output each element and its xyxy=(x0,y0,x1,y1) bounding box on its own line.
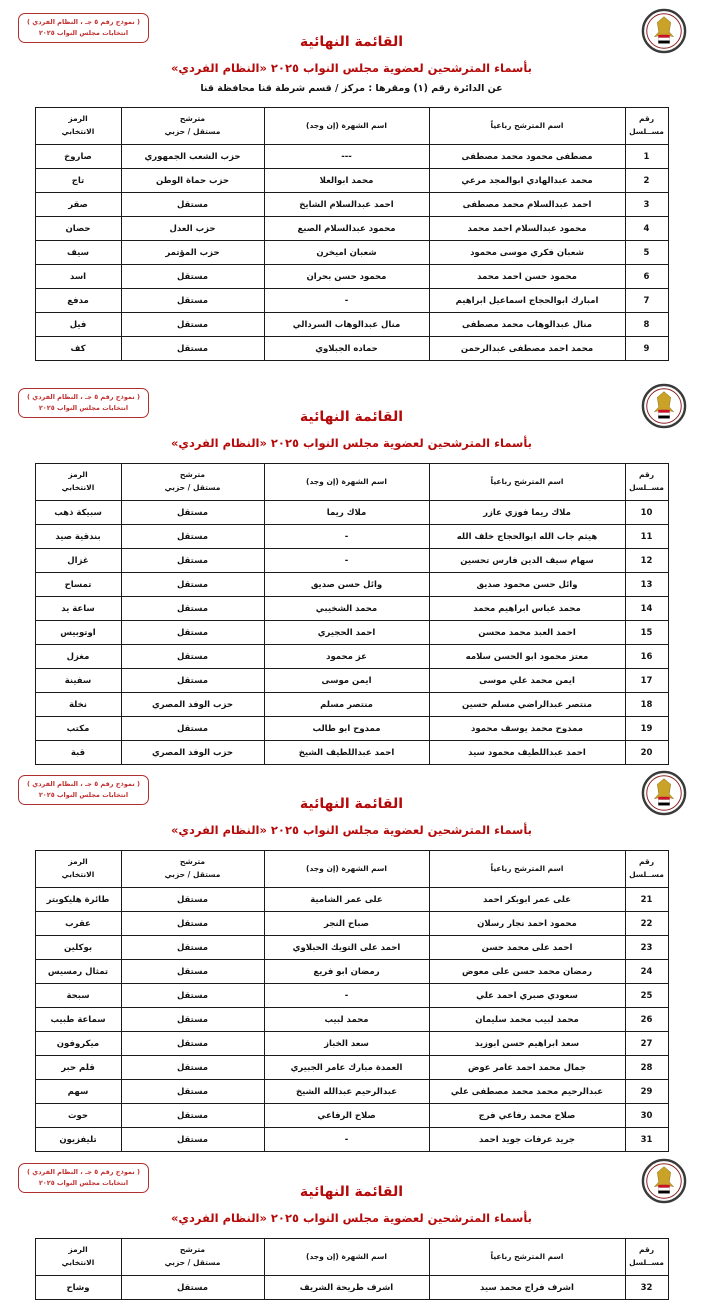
candidate-name-cell: عبدالرحيم محمد محمد مصطفى علي xyxy=(429,1080,625,1104)
column-header-alias: اسم الشهرة (إن وجد) xyxy=(264,1239,429,1276)
form-number-stamp xyxy=(18,13,149,43)
candidates-table-3 xyxy=(35,850,669,1152)
symbol-cell: طائرة هليكوبتر xyxy=(35,888,121,912)
form-number-stamp xyxy=(18,1163,149,1193)
candidate-row xyxy=(35,597,668,621)
party-cell: حزب الوفد المصري xyxy=(121,693,264,717)
document-page-1 xyxy=(0,0,703,375)
final-list-title: القائمة النهائية xyxy=(299,796,404,812)
party-cell: مستقل xyxy=(121,1276,264,1300)
party-cell: مستقل xyxy=(121,888,264,912)
symbol-cell: ساعة يد xyxy=(35,597,121,621)
stamp-line-1: ( نموذج رقم ٥ جـ ، النظام الفردي ) xyxy=(27,1168,140,1176)
candidate-row xyxy=(35,193,668,217)
alias-cell: العمدة مبارك عامر الجبيري xyxy=(264,1056,429,1080)
serial-cell: 31 xyxy=(625,1128,668,1152)
candidate-name-cell: محمد عباس ابراهيم محمد xyxy=(429,597,625,621)
serial-cell: 19 xyxy=(625,717,668,741)
candidate-name-cell: منال عبدالوهاب محمد مصطفى xyxy=(429,313,625,337)
serial-cell: 26 xyxy=(625,1008,668,1032)
candidate-name-cell: اشرف فراج محمد سيد xyxy=(429,1276,625,1300)
column-header-alias: اسم الشهرة (إن وجد) xyxy=(264,464,429,501)
serial-cell: 32 xyxy=(625,1276,668,1300)
stamp-line-1: ( نموذج رقم ٥ جـ ، النظام الفردي ) xyxy=(27,393,140,401)
candidate-name-cell: ايمن محمد علي موسى xyxy=(429,669,625,693)
form-number-stamp xyxy=(18,388,149,418)
stamp-line-1: ( نموذج رقم ٥ جـ ، النظام الفردي ) xyxy=(27,18,140,26)
candidate-name-cell: جمال محمد احمد عامر عوض xyxy=(429,1056,625,1080)
candidate-row xyxy=(35,549,668,573)
candidate-name-cell: جريد عرفات جويد احمد xyxy=(429,1128,625,1152)
symbol-cell: عقرب xyxy=(35,912,121,936)
serial-cell: 8 xyxy=(625,313,668,337)
party-cell: مستقل xyxy=(121,289,264,313)
serial-cell: 10 xyxy=(625,501,668,525)
candidate-name-cell: سعودي صبري احمد علي xyxy=(429,984,625,1008)
alias-cell: صلاح الرفاعي xyxy=(264,1104,429,1128)
alias-cell: اشرف طريحة الشريف xyxy=(264,1276,429,1300)
candidate-name-cell: معتز محمود ابو الحسن سلامه xyxy=(429,645,625,669)
table-header-row xyxy=(35,851,668,888)
candidate-name-cell: سعد ابراهيم حسن ابوزيد xyxy=(429,1032,625,1056)
symbol-cell: وشاح xyxy=(35,1276,121,1300)
candidate-name-cell: احمد على محمد حسن xyxy=(429,936,625,960)
candidate-name-cell: سهام سيف الدين فارس تحسين xyxy=(429,549,625,573)
state-eagle-emblem-icon xyxy=(641,1158,687,1204)
alias-cell: عز محمود xyxy=(264,645,429,669)
serial-cell: 4 xyxy=(625,217,668,241)
alias-cell: - xyxy=(264,549,429,573)
alias-cell: محمد لبيب xyxy=(264,1008,429,1032)
column-header-alias: اسم الشهرة (إن وجد) xyxy=(264,851,429,888)
serial-cell: 18 xyxy=(625,693,668,717)
party-cell: مستقل xyxy=(121,717,264,741)
candidates-subtitle: بأسماء المترشحين لعضوية مجلس النواب ٢٠٢٥ «النظام الفردي» xyxy=(171,823,532,837)
alias-cell: ممدوح ابو طالب xyxy=(264,717,429,741)
candidate-name-cell: امبارك ابوالحجاج اسماعيل ابراهيم xyxy=(429,289,625,313)
party-cell: مستقل xyxy=(121,573,264,597)
column-header-name: اسم المترشح رباعياً xyxy=(429,464,625,501)
candidate-row xyxy=(35,1104,668,1128)
state-eagle-emblem-icon xyxy=(641,383,687,429)
candidates-table-1 xyxy=(35,107,669,361)
table-header-row xyxy=(35,464,668,501)
serial-cell: 28 xyxy=(625,1056,668,1080)
symbol-cell: سيف xyxy=(35,241,121,265)
stamp-line-2: انتخابات مجلس النواب ٢٠٢٥ xyxy=(38,791,129,800)
party-cell: مستقل xyxy=(121,960,264,984)
column-header-party: مترشح مستقل / حزبي xyxy=(121,1239,264,1276)
symbol-cell: كف xyxy=(35,337,121,361)
column-header-symbol: الرمز الانتخابي xyxy=(35,1239,121,1276)
candidate-row xyxy=(35,1276,668,1300)
party-cell: مستقل xyxy=(121,1080,264,1104)
symbol-cell: مدفع xyxy=(35,289,121,313)
alias-cell: وائل حسن صديق xyxy=(264,573,429,597)
form-number-stamp xyxy=(18,775,149,805)
serial-cell: 9 xyxy=(625,337,668,361)
candidate-row xyxy=(35,1080,668,1104)
alias-cell: منال عبدالوهاب السردالي xyxy=(264,313,429,337)
symbol-cell: تمثال رمسيس xyxy=(35,960,121,984)
candidate-row xyxy=(35,717,668,741)
candidate-row xyxy=(35,669,668,693)
alias-cell: - xyxy=(264,289,429,313)
column-header-name: اسم المترشح رباعياً xyxy=(429,1239,625,1276)
serial-cell: 20 xyxy=(625,741,668,765)
serial-cell: 23 xyxy=(625,936,668,960)
party-cell: مستقل xyxy=(121,1032,264,1056)
serial-cell: 27 xyxy=(625,1032,668,1056)
symbol-cell: تاج xyxy=(35,169,121,193)
alias-cell: شعبان اميخرن xyxy=(264,241,429,265)
candidate-row xyxy=(35,645,668,669)
column-header-name: اسم المترشح رباعياً xyxy=(429,108,625,145)
party-cell: مستقل xyxy=(121,669,264,693)
candidate-name-cell: وائل حسن محمود صديق xyxy=(429,573,625,597)
column-header-party: مترشح مستقل / حزبي xyxy=(121,851,264,888)
candidate-row xyxy=(35,169,668,193)
final-list-title: القائمة النهائية xyxy=(299,1184,404,1200)
candidate-row xyxy=(35,217,668,241)
alias-cell: محمد الشخيبي xyxy=(264,597,429,621)
party-cell: مستقل xyxy=(121,501,264,525)
candidate-row xyxy=(35,241,668,265)
candidate-row xyxy=(35,525,668,549)
stamp-line-1: ( نموذج رقم ٥ جـ ، النظام الفردي ) xyxy=(27,780,140,788)
party-cell: حزب العدل xyxy=(121,217,264,241)
symbol-cell: حصان xyxy=(35,217,121,241)
serial-cell: 30 xyxy=(625,1104,668,1128)
candidate-row xyxy=(35,693,668,717)
serial-cell: 11 xyxy=(625,525,668,549)
document-page-2 xyxy=(0,375,703,762)
symbol-cell: بوكلين xyxy=(35,936,121,960)
party-cell: مستقل xyxy=(121,193,264,217)
state-eagle-emblem-icon xyxy=(641,8,687,54)
symbol-cell: سماعة طبيب xyxy=(35,1008,121,1032)
party-cell: مستقل xyxy=(121,265,264,289)
table-header-row xyxy=(35,108,668,145)
candidate-name-cell: منتصر عبدالراضي مسلم حسين xyxy=(429,693,625,717)
symbol-cell: سبحة xyxy=(35,984,121,1008)
symbol-cell: ميكروفون xyxy=(35,1032,121,1056)
symbol-cell: فيل xyxy=(35,313,121,337)
alias-cell: احمد الحجيري xyxy=(264,621,429,645)
alias-cell: عبدالرحيم عبدالله الشيخ xyxy=(264,1080,429,1104)
serial-cell: 6 xyxy=(625,265,668,289)
party-cell: مستقل xyxy=(121,313,264,337)
column-header-party: مترشح مستقل / حزبي xyxy=(121,464,264,501)
alias-cell: محمد ابوالعلا xyxy=(264,169,429,193)
alias-cell: احمد عبدالسلام الشايخ xyxy=(264,193,429,217)
party-cell: مستقل xyxy=(121,337,264,361)
column-header-symbol: الرمز الانتخابي xyxy=(35,851,121,888)
candidate-name-cell: هيثم جاب الله ابوالحجاج خلف الله xyxy=(429,525,625,549)
party-cell: مستقل xyxy=(121,597,264,621)
symbol-cell: سبيكة ذهب xyxy=(35,501,121,525)
symbol-cell: حوت xyxy=(35,1104,121,1128)
party-cell: حزب الوفد المصري xyxy=(121,741,264,765)
alias-cell: حماده الجبلاوي xyxy=(264,337,429,361)
symbol-cell: اوتوبيس xyxy=(35,621,121,645)
candidate-name-cell: احمد عبدالسلام محمد مصطفى xyxy=(429,193,625,217)
symbol-cell: تمساح xyxy=(35,573,121,597)
alias-cell: على عمر الشامية xyxy=(264,888,429,912)
column-header-serial: رقم مســلسل xyxy=(625,851,668,888)
symbol-cell: سهم xyxy=(35,1080,121,1104)
serial-cell: 29 xyxy=(625,1080,668,1104)
party-cell: مستقل xyxy=(121,1056,264,1080)
symbol-cell: صاروخ xyxy=(35,145,121,169)
candidate-row xyxy=(35,337,668,361)
candidate-name-cell: محمد لبيب محمد سليمان xyxy=(429,1008,625,1032)
serial-cell: 17 xyxy=(625,669,668,693)
candidate-name-cell: ممدوح محمد يوسف محمود xyxy=(429,717,625,741)
candidate-name-cell: محمد احمد مصطفى عبدالرحمن xyxy=(429,337,625,361)
alias-cell: - xyxy=(264,525,429,549)
stamp-line-2: انتخابات مجلس النواب ٢٠٢٥ xyxy=(38,29,129,38)
stamp-line-2: انتخابات مجلس النواب ٢٠٢٥ xyxy=(38,404,129,413)
candidate-name-cell: شعبان فكري موسى محمود xyxy=(429,241,625,265)
column-header-symbol: الرمز الانتخابي xyxy=(35,464,121,501)
party-cell: حزب الشعب الجمهوري xyxy=(121,145,264,169)
document-page-3 xyxy=(0,762,703,1150)
final-list-title: القائمة النهائية xyxy=(299,409,404,425)
serial-cell: 13 xyxy=(625,573,668,597)
candidates-subtitle: بأسماء المترشحين لعضوية مجلس النواب ٢٠٢٥ «النظام الفردي» xyxy=(171,436,532,450)
party-cell: حزب المؤتمر xyxy=(121,241,264,265)
alias-cell: - xyxy=(264,1128,429,1152)
candidate-name-cell: مصطفى محمود محمد مصطفى xyxy=(429,145,625,169)
table-header-row xyxy=(35,1239,668,1276)
alias-cell: ملاك ريما xyxy=(264,501,429,525)
stamp-line-2: انتخابات مجلس النواب ٢٠٢٥ xyxy=(38,1179,129,1188)
district-info-line: عن الدائرة رقم (١) ومقرها : مركز / قسم شرطة قنا محافظة قنا xyxy=(200,83,503,94)
column-header-serial: رقم مســلسل xyxy=(625,464,668,501)
party-cell: حزب حماة الوطن xyxy=(121,169,264,193)
candidate-name-cell: محمد عبدالهادي ابوالمجد مرعي xyxy=(429,169,625,193)
party-cell: مستقل xyxy=(121,621,264,645)
candidate-name-cell: ملاك ريما فوزي عازر xyxy=(429,501,625,525)
party-cell: مستقل xyxy=(121,936,264,960)
candidate-name-cell: محمود احمد نجار رسلان xyxy=(429,912,625,936)
candidate-row xyxy=(35,960,668,984)
alias-cell: احمد عبداللطيف الشيخ xyxy=(264,741,429,765)
candidate-row xyxy=(35,741,668,765)
serial-cell: 14 xyxy=(625,597,668,621)
candidates-subtitle: بأسماء المترشحين لعضوية مجلس النواب ٢٠٢٥ «النظام الفردي» xyxy=(171,61,532,75)
symbol-cell: اسد xyxy=(35,265,121,289)
alias-cell: رمضان ابو فريع xyxy=(264,960,429,984)
alias-cell: - xyxy=(264,984,429,1008)
symbol-cell: نخلة xyxy=(35,693,121,717)
alias-cell: احمد على التويك الحبلاوي xyxy=(264,936,429,960)
column-header-serial: رقم مســلسل xyxy=(625,1239,668,1276)
symbol-cell: غزال xyxy=(35,549,121,573)
serial-cell: 24 xyxy=(625,960,668,984)
serial-cell: 15 xyxy=(625,621,668,645)
symbol-cell: تليفزيون xyxy=(35,1128,121,1152)
candidate-row xyxy=(35,313,668,337)
candidate-row xyxy=(35,145,668,169)
candidate-row xyxy=(35,1008,668,1032)
candidate-row xyxy=(35,265,668,289)
candidate-row xyxy=(35,936,668,960)
candidate-name-cell: على عمر ابوبكر احمد xyxy=(429,888,625,912)
serial-cell: 21 xyxy=(625,888,668,912)
candidate-name-cell: محمود عبدالسلام احمد محمد xyxy=(429,217,625,241)
column-header-serial: رقم مســلسل xyxy=(625,108,668,145)
party-cell: مستقل xyxy=(121,1008,264,1032)
symbol-cell: صقر xyxy=(35,193,121,217)
candidate-row xyxy=(35,912,668,936)
candidate-row xyxy=(35,1032,668,1056)
candidate-name-cell: صلاح محمد رفاعي فرج xyxy=(429,1104,625,1128)
symbol-cell: قبة xyxy=(35,741,121,765)
alias-cell: منتصر مسلم xyxy=(264,693,429,717)
party-cell: مستقل xyxy=(121,549,264,573)
serial-cell: 3 xyxy=(625,193,668,217)
serial-cell: 16 xyxy=(625,645,668,669)
column-header-party: مترشح مستقل / حزبي xyxy=(121,108,264,145)
candidate-row xyxy=(35,984,668,1008)
alias-cell: سعد الخباز xyxy=(264,1032,429,1056)
party-cell: مستقل xyxy=(121,525,264,549)
candidate-name-cell: احمد العبد محمد محسن xyxy=(429,621,625,645)
candidate-name-cell: محمود حسن احمد محمد xyxy=(429,265,625,289)
candidate-row xyxy=(35,289,668,313)
serial-cell: 25 xyxy=(625,984,668,1008)
candidate-row xyxy=(35,1056,668,1080)
column-header-symbol: الرمز الانتخابي xyxy=(35,108,121,145)
serial-cell: 1 xyxy=(625,145,668,169)
column-header-alias: اسم الشهرة (إن وجد) xyxy=(264,108,429,145)
alias-cell: صباح النجر xyxy=(264,912,429,936)
document-page-4 xyxy=(0,1150,703,1293)
candidate-row xyxy=(35,501,668,525)
candidates-table-4 xyxy=(35,1238,669,1300)
candidate-name-cell: رمضان محمد حسن على معوض xyxy=(429,960,625,984)
serial-cell: 12 xyxy=(625,549,668,573)
serial-cell: 22 xyxy=(625,912,668,936)
alias-cell: محمود حسن بحران xyxy=(264,265,429,289)
symbol-cell: سفينة xyxy=(35,669,121,693)
alias-cell: --- xyxy=(264,145,429,169)
candidate-row xyxy=(35,573,668,597)
party-cell: مستقل xyxy=(121,1128,264,1152)
candidate-name-cell: احمد عبداللطيف محمود سيد xyxy=(429,741,625,765)
symbol-cell: بندقية صيد xyxy=(35,525,121,549)
party-cell: مستقل xyxy=(121,1104,264,1128)
column-header-name: اسم المترشح رباعياً xyxy=(429,851,625,888)
state-eagle-emblem-icon xyxy=(641,770,687,816)
candidates-subtitle: بأسماء المترشحين لعضوية مجلس النواب ٢٠٢٥ «النظام الفردي» xyxy=(171,1211,532,1225)
serial-cell: 7 xyxy=(625,289,668,313)
candidate-row xyxy=(35,1128,668,1152)
candidate-row xyxy=(35,621,668,645)
party-cell: مستقل xyxy=(121,912,264,936)
serial-cell: 5 xyxy=(625,241,668,265)
serial-cell: 2 xyxy=(625,169,668,193)
symbol-cell: قلم حبر xyxy=(35,1056,121,1080)
candidates-table-2 xyxy=(35,463,669,765)
final-list-title: القائمة النهائية xyxy=(299,34,404,50)
party-cell: مستقل xyxy=(121,984,264,1008)
alias-cell: محمود عبدالسلام الصبع xyxy=(264,217,429,241)
candidate-row xyxy=(35,888,668,912)
symbol-cell: مكتب xyxy=(35,717,121,741)
alias-cell: ايمن موسى xyxy=(264,669,429,693)
symbol-cell: مغزل xyxy=(35,645,121,669)
party-cell: مستقل xyxy=(121,645,264,669)
